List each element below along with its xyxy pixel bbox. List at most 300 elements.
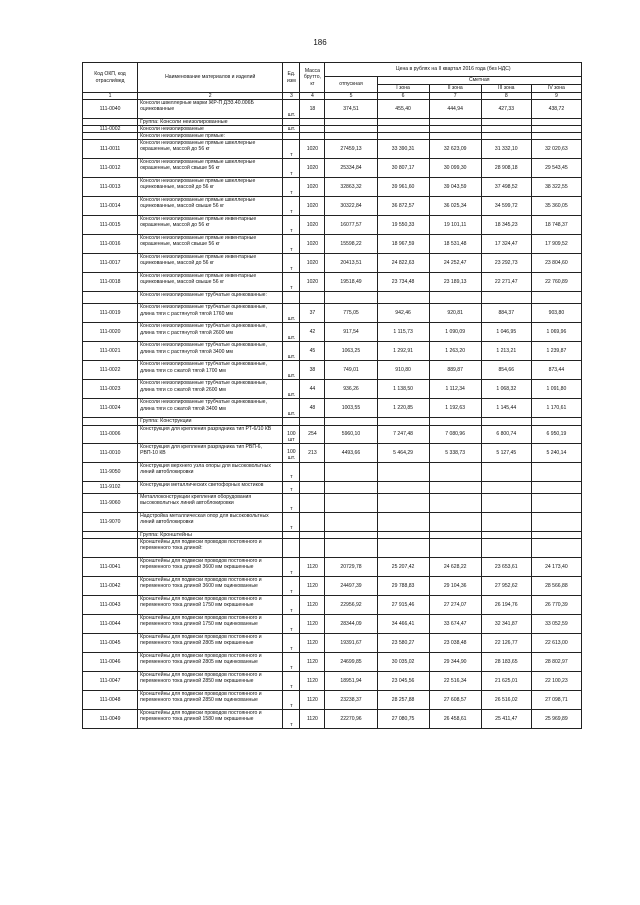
row-price-zone-1: 23 045,56	[377, 672, 429, 691]
row-price-zone-2: 30 099,30	[429, 158, 481, 177]
table-row	[83, 304, 582, 323]
row-name: Кронштейны для подвески проводов постоянного и переменного тока длиной 1750 мм оцинкованные	[138, 615, 283, 634]
row-mass	[300, 291, 325, 304]
row-price-zone-4: 26 770,39	[531, 596, 581, 615]
row-mass: 1020	[300, 177, 325, 196]
row-name: Консоли неизолированные трубчатые оцинкованные, длина тяги со сжатой тягой 2600 мм	[138, 380, 283, 399]
empty-cell	[325, 418, 377, 425]
row-name: Консоли неизолированные трубчатые оцинкованные, длина тяги со сжатой тягой 1700 мм	[138, 361, 283, 380]
row-price-zone-1: 455,40	[377, 100, 429, 119]
row-price-zone-3: 5 127,45	[481, 444, 531, 463]
row-price-release: 15598,22	[325, 234, 377, 253]
row-name: Консоли неизолированные прямые швеллерные оцинкованные, массой свыше 56 кг	[138, 196, 283, 215]
row-unit: т	[283, 653, 300, 672]
table-row	[83, 253, 582, 272]
row-code: 111-0024	[83, 399, 138, 418]
row-price-zone-2	[429, 125, 481, 132]
row-price-zone-4: 1 239,87	[531, 342, 581, 361]
empty-cell	[377, 418, 429, 425]
row-code: 111-0015	[83, 215, 138, 234]
row-price-zone-2: 22 516,34	[429, 672, 481, 691]
row-price-release: 1003,55	[325, 399, 377, 418]
row-name: Группа: Консоли неизолированные	[138, 118, 283, 125]
row-name: Кронштейны для подвески проводов постоянного и переменного тока длиной 1750 мм окрашенные	[138, 596, 283, 615]
header-zone-2: II зона	[429, 85, 481, 93]
row-price-zone-1: 39 961,60	[377, 177, 429, 196]
row-price-zone-4	[531, 481, 581, 494]
row-price-release	[325, 481, 377, 494]
row-name: Консоли неизолированные трубчатые оцинкованные:	[138, 291, 283, 304]
row-price-zone-2: 1 263,20	[429, 342, 481, 361]
row-name: Консоли неизолированные прямые инвентарные оцинкованные, массой до 56 кг	[138, 253, 283, 272]
row-mass: 1120	[300, 653, 325, 672]
row-price-zone-1: 18 967,59	[377, 234, 429, 253]
row-price-zone-4: 1 170,61	[531, 399, 581, 418]
row-name: Консоли неизолированные прямые инвентарные окрашенные, массой до 56 кг	[138, 215, 283, 234]
row-unit: шт.	[283, 323, 300, 342]
row-unit	[283, 291, 300, 304]
row-name: Металлоконструкции крепления оборудования высоковольтных линий автоблокировки	[138, 494, 283, 513]
row-unit: шт.	[283, 100, 300, 119]
row-code	[83, 532, 138, 539]
row-price-zone-2: 27 608,57	[429, 691, 481, 710]
row-code: 111-0013	[83, 177, 138, 196]
row-price-zone-3: 1 213,21	[481, 342, 531, 361]
row-price-zone-3: 22 271,47	[481, 272, 531, 291]
row-price-zone-1	[377, 539, 429, 558]
row-mass: 1120	[300, 577, 325, 596]
row-price-zone-4: 438,72	[531, 100, 581, 119]
row-price-release: 5960,10	[325, 425, 377, 444]
row-price-zone-1: 24 822,63	[377, 253, 429, 272]
row-price-zone-3	[481, 481, 531, 494]
row-price-zone-3	[481, 513, 531, 532]
row-price-release: 20413,51	[325, 253, 377, 272]
empty-cell	[481, 418, 531, 425]
row-price-zone-1: 30 807,17	[377, 158, 429, 177]
row-code: 111-0019	[83, 304, 138, 323]
row-code: 111-0016	[83, 234, 138, 253]
table-row	[83, 380, 582, 399]
row-price-zone-2: 26 458,61	[429, 710, 481, 729]
row-price-release: 16077,57	[325, 215, 377, 234]
row-unit: шт.	[283, 304, 300, 323]
row-name: Конструкции металлических светофорных мостиков	[138, 481, 283, 494]
row-price-zone-2	[429, 291, 481, 304]
row-price-zone-2	[429, 513, 481, 532]
row-code	[83, 291, 138, 304]
row-price-release: 28344,09	[325, 615, 377, 634]
row-price-release: 24699,85	[325, 653, 377, 672]
row-name: Консоли неизолированные трубчатые оцинкованные, длина тяги со сжатой тягой 3400 мм	[138, 399, 283, 418]
row-name: Консоли неизолированные прямые инвентарные окрашенные, массой свыше 56 кг	[138, 234, 283, 253]
table-body	[83, 100, 582, 729]
row-unit: т	[283, 577, 300, 596]
row-code: 111-9060	[83, 494, 138, 513]
row-price-release: 936,26	[325, 380, 377, 399]
table-row	[83, 125, 582, 132]
row-price-release: 32863,32	[325, 177, 377, 196]
row-mass: 1120	[300, 672, 325, 691]
empty-cell	[429, 118, 481, 125]
row-mass	[300, 494, 325, 513]
table-row	[83, 596, 582, 615]
table-row	[83, 272, 582, 291]
row-name: Кронштейны для подвески проводов постоянного и переменного тока длиной 3600 мм оцинкованные	[138, 577, 283, 596]
row-code: 111-0044	[83, 615, 138, 634]
table-row	[83, 291, 582, 304]
row-code	[83, 132, 138, 139]
row-mass: 1120	[300, 691, 325, 710]
empty-cell	[481, 118, 531, 125]
column-number: 7	[429, 93, 481, 100]
empty-cell	[531, 418, 581, 425]
row-price-zone-2: 24 252,47	[429, 253, 481, 272]
table-row	[83, 361, 582, 380]
row-unit: т	[283, 558, 300, 577]
empty-cell	[325, 532, 377, 539]
row-mass	[300, 125, 325, 132]
row-code	[83, 539, 138, 558]
header-release: отпускная	[325, 77, 377, 93]
row-price-zone-4: 25 969,89	[531, 710, 581, 729]
row-price-zone-3: 28 908,18	[481, 158, 531, 177]
empty-cell	[531, 532, 581, 539]
table-row	[83, 399, 582, 418]
row-price-zone-2	[429, 481, 481, 494]
header-estimate: Сметная	[377, 77, 581, 85]
row-unit: т	[283, 139, 300, 158]
row-price-zone-3: 26 516,02	[481, 691, 531, 710]
row-price-zone-2: 19 101,11	[429, 215, 481, 234]
row-name: Консоли неизолированные прямые швеллерные окрашенные, массой свыше 56 кг	[138, 158, 283, 177]
row-price-zone-4: 22 613,00	[531, 634, 581, 653]
row-price-release: 24497,39	[325, 577, 377, 596]
row-price-release: 22270,96	[325, 710, 377, 729]
row-code: 111-0014	[83, 196, 138, 215]
row-price-zone-3: 884,37	[481, 304, 531, 323]
row-price-zone-3: 1 068,32	[481, 380, 531, 399]
row-code: 111-0042	[83, 577, 138, 596]
row-price-zone-2: 36 025,34	[429, 196, 481, 215]
empty-cell	[300, 118, 325, 125]
row-unit: т	[283, 272, 300, 291]
row-price-zone-1: 5 464,29	[377, 444, 429, 463]
empty-cell	[283, 418, 300, 425]
row-price-zone-3	[481, 494, 531, 513]
column-number: 5	[325, 93, 377, 100]
row-price-zone-4: 24 173,40	[531, 558, 581, 577]
row-price-zone-3: 6 800,74	[481, 425, 531, 444]
row-price-zone-2: 23 189,13	[429, 272, 481, 291]
row-price-zone-2: 889,87	[429, 361, 481, 380]
row-code: 111-0018	[83, 272, 138, 291]
row-price-release	[325, 462, 377, 481]
row-price-release: 917,54	[325, 323, 377, 342]
row-name: Конструкция для крепления разрядника тип РВП-6, РВП-10 КВ	[138, 444, 283, 463]
row-price-zone-1: 19 550,33	[377, 215, 429, 234]
table-row	[83, 710, 582, 729]
row-price-zone-1: 23 734,48	[377, 272, 429, 291]
row-price-zone-4	[531, 494, 581, 513]
row-code: 111-0020	[83, 323, 138, 342]
table-row	[83, 634, 582, 653]
column-number: 9	[531, 93, 581, 100]
row-mass: 1020	[300, 272, 325, 291]
row-mass	[300, 481, 325, 494]
row-code: 111-0047	[83, 672, 138, 691]
row-mass: 37	[300, 304, 325, 323]
table-row	[83, 481, 582, 494]
row-price-zone-4: 17 909,52	[531, 234, 581, 253]
row-unit: шт.	[283, 361, 300, 380]
column-number: 8	[481, 93, 531, 100]
row-mass: 1120	[300, 634, 325, 653]
table-row	[83, 323, 582, 342]
row-price-zone-4: 23 804,60	[531, 253, 581, 272]
row-name: Кронштейны для подвески проводов постоянного и переменного тока длиной 1580 мм окрашенные	[138, 710, 283, 729]
column-number-row	[83, 93, 582, 100]
row-code: 111-0049	[83, 710, 138, 729]
row-price-release: 23238,37	[325, 691, 377, 710]
row-unit: т	[283, 462, 300, 481]
row-unit: 100 шт	[283, 425, 300, 444]
row-price-zone-1: 1 138,50	[377, 380, 429, 399]
row-mass	[300, 513, 325, 532]
table-row	[83, 444, 582, 463]
row-price-release	[325, 132, 377, 139]
row-price-zone-2: 444,94	[429, 100, 481, 119]
empty-cell	[377, 532, 429, 539]
row-price-zone-1: 23 580,27	[377, 634, 429, 653]
row-price-zone-3: 1 046,95	[481, 323, 531, 342]
row-price-zone-3	[481, 132, 531, 139]
row-mass: 48	[300, 399, 325, 418]
row-mass: 1120	[300, 710, 325, 729]
table-row	[83, 196, 582, 215]
row-price-zone-4	[531, 462, 581, 481]
table-row	[83, 234, 582, 253]
row-code: 111-0040	[83, 100, 138, 119]
row-price-zone-2: 18 531,48	[429, 234, 481, 253]
row-unit: шт.	[283, 342, 300, 361]
row-name: Консоли швеллерные марки ЖР-П ДЭ3.40.006Б оцинкованные	[138, 100, 283, 119]
row-price-release: 19518,49	[325, 272, 377, 291]
row-name: Группа: Конструкции	[138, 418, 283, 425]
column-number: 6	[377, 93, 429, 100]
column-number: 4	[300, 93, 325, 100]
row-price-zone-1	[377, 291, 429, 304]
row-unit	[283, 132, 300, 139]
table-row	[83, 132, 582, 139]
empty-cell	[300, 532, 325, 539]
row-unit: т	[283, 691, 300, 710]
row-price-zone-1: 28 257,88	[377, 691, 429, 710]
row-price-zone-4: 28 802,97	[531, 653, 581, 672]
row-code: 111-9050	[83, 462, 138, 481]
row-price-zone-3: 1 145,44	[481, 399, 531, 418]
row-name: Кронштейны для подвески проводов постоянного и переменного тока длиной 2850 мм оцинкованные	[138, 691, 283, 710]
row-name: Кронштейны для подвески проводов постоянного и переменного тока длиной 2850 мм окрашенные	[138, 672, 283, 691]
row-price-zone-2: 7 080,96	[429, 425, 481, 444]
row-price-zone-1	[377, 125, 429, 132]
row-name: Консоли неизолированные прямые инвентарные оцинкованные, массой свыше 56 кг	[138, 272, 283, 291]
row-price-zone-4: 38 322,55	[531, 177, 581, 196]
row-code: 111-0048	[83, 691, 138, 710]
row-price-zone-1: 27 080,75	[377, 710, 429, 729]
empty-cell	[283, 118, 300, 125]
header-mass: Масса брутто, кг	[300, 63, 325, 93]
row-price-zone-2: 29 104,36	[429, 577, 481, 596]
row-price-zone-1: 7 247,48	[377, 425, 429, 444]
header-price-title: Цена в рублях на II квартал 2016 года (без НДС)	[325, 63, 582, 77]
table-row	[83, 158, 582, 177]
row-price-zone-1	[377, 513, 429, 532]
row-price-zone-1: 25 207,42	[377, 558, 429, 577]
row-price-release: 27459,13	[325, 139, 377, 158]
row-price-zone-1: 910,80	[377, 361, 429, 380]
row-price-zone-4: 1 091,80	[531, 380, 581, 399]
row-name: Консоли неизолированные трубчатые оцинкованные, длина тяги с растянутой тягой 2600 мм	[138, 323, 283, 342]
row-price-zone-4: 18 748,37	[531, 215, 581, 234]
row-mass	[300, 462, 325, 481]
row-mass: 1020	[300, 253, 325, 272]
table-row	[83, 100, 582, 119]
row-mass: 1020	[300, 234, 325, 253]
empty-cell	[325, 118, 377, 125]
row-code: 111-0010	[83, 444, 138, 463]
row-price-zone-3: 854,66	[481, 361, 531, 380]
row-mass: 1120	[300, 596, 325, 615]
row-mass: 1020	[300, 196, 325, 215]
row-price-zone-2: 39 043,59	[429, 177, 481, 196]
table-row	[83, 558, 582, 577]
page-number: 186	[313, 38, 327, 47]
row-code: 111-0046	[83, 653, 138, 672]
row-price-zone-4: 873,44	[531, 361, 581, 380]
row-name: Консоли неизолированные	[138, 125, 283, 132]
row-price-zone-2: 1 112,34	[429, 380, 481, 399]
table-row	[83, 462, 582, 481]
row-mass: 1120	[300, 615, 325, 634]
row-price-zone-4	[531, 513, 581, 532]
row-unit: т	[283, 196, 300, 215]
row-mass: 18	[300, 100, 325, 119]
row-mass: 44	[300, 380, 325, 399]
row-price-zone-4: 5 240,14	[531, 444, 581, 463]
row-price-zone-4: 33 052,59	[531, 615, 581, 634]
row-price-zone-1: 1 292,91	[377, 342, 429, 361]
row-price-release: 22956,92	[325, 596, 377, 615]
row-price-zone-3	[481, 462, 531, 481]
row-price-zone-3	[481, 291, 531, 304]
row-unit: т	[283, 481, 300, 494]
row-price-zone-1: 30 035,02	[377, 653, 429, 672]
row-price-zone-4	[531, 291, 581, 304]
row-price-zone-3: 17 324,47	[481, 234, 531, 253]
row-unit: шт.	[283, 399, 300, 418]
row-price-zone-2	[429, 132, 481, 139]
empty-cell	[300, 418, 325, 425]
row-price-release: 374,51	[325, 100, 377, 119]
row-price-zone-3: 34 599,72	[481, 196, 531, 215]
table-row	[83, 494, 582, 513]
row-price-release	[325, 539, 377, 558]
row-price-release	[325, 291, 377, 304]
row-unit: т	[283, 253, 300, 272]
row-price-zone-1: 29 788,83	[377, 577, 429, 596]
row-mass: 1020	[300, 215, 325, 234]
row-price-zone-4: 22 760,89	[531, 272, 581, 291]
table-row	[83, 539, 582, 558]
row-price-release: 19391,67	[325, 634, 377, 653]
table-row	[83, 177, 582, 196]
table-row	[83, 215, 582, 234]
row-price-zone-2	[429, 462, 481, 481]
row-price-zone-2: 920,81	[429, 304, 481, 323]
row-price-zone-2: 23 038,48	[429, 634, 481, 653]
row-unit: т	[283, 634, 300, 653]
row-mass: 254	[300, 425, 325, 444]
row-price-release: 1063,25	[325, 342, 377, 361]
group-row	[83, 418, 582, 425]
header-code: Код ОКП, код отрасли/вед	[83, 63, 138, 93]
row-name: Кронштейны для подвески проводов постоянного и переменного тока длиной 3600 мм окрашенные	[138, 558, 283, 577]
table-row	[83, 577, 582, 596]
row-unit: т	[283, 494, 300, 513]
row-price-zone-4	[531, 132, 581, 139]
row-code: 111-0022	[83, 361, 138, 380]
row-price-zone-1	[377, 132, 429, 139]
row-price-zone-3: 23 653,61	[481, 558, 531, 577]
row-price-zone-2: 29 344,90	[429, 653, 481, 672]
row-mass: 45	[300, 342, 325, 361]
row-price-zone-1: 34 466,41	[377, 615, 429, 634]
row-price-zone-1	[377, 494, 429, 513]
row-name: Конструкция для крепления разрядника тип РТ-6/10 КВ	[138, 425, 283, 444]
row-price-zone-3	[481, 125, 531, 132]
row-unit: т	[283, 177, 300, 196]
table-row	[83, 425, 582, 444]
row-code	[83, 418, 138, 425]
row-price-zone-2	[429, 539, 481, 558]
row-price-release	[325, 513, 377, 532]
row-price-zone-4: 29 543,45	[531, 158, 581, 177]
row-unit: т	[283, 615, 300, 634]
row-price-zone-1	[377, 481, 429, 494]
row-mass	[300, 132, 325, 139]
row-price-release	[325, 494, 377, 513]
row-price-zone-3: 32 341,87	[481, 615, 531, 634]
row-code	[83, 118, 138, 125]
group-row	[83, 118, 582, 125]
row-price-zone-1: 36 872,57	[377, 196, 429, 215]
empty-cell	[283, 532, 300, 539]
row-name: Консоли неизолированные прямые швеллерные окрашенные, массой до 56 кг	[138, 139, 283, 158]
row-name: Консоли неизолированные трубчатые оцинкованные, длина тяги с растянутой тягой 1760 мм	[138, 304, 283, 323]
row-mass: 42	[300, 323, 325, 342]
header-zone-1: I зона	[377, 85, 429, 93]
row-unit	[283, 539, 300, 558]
row-code: 111-0011	[83, 139, 138, 158]
row-price-zone-3: 28 183,65	[481, 653, 531, 672]
row-code: 111-0017	[83, 253, 138, 272]
row-name: Консоли неизолированные трубчатые оцинкованные, длина тяги с растянутой тягой 3400 мм	[138, 342, 283, 361]
row-price-release: 4493,66	[325, 444, 377, 463]
price-table	[82, 62, 582, 729]
row-price-release: 30322,84	[325, 196, 377, 215]
empty-cell	[377, 118, 429, 125]
